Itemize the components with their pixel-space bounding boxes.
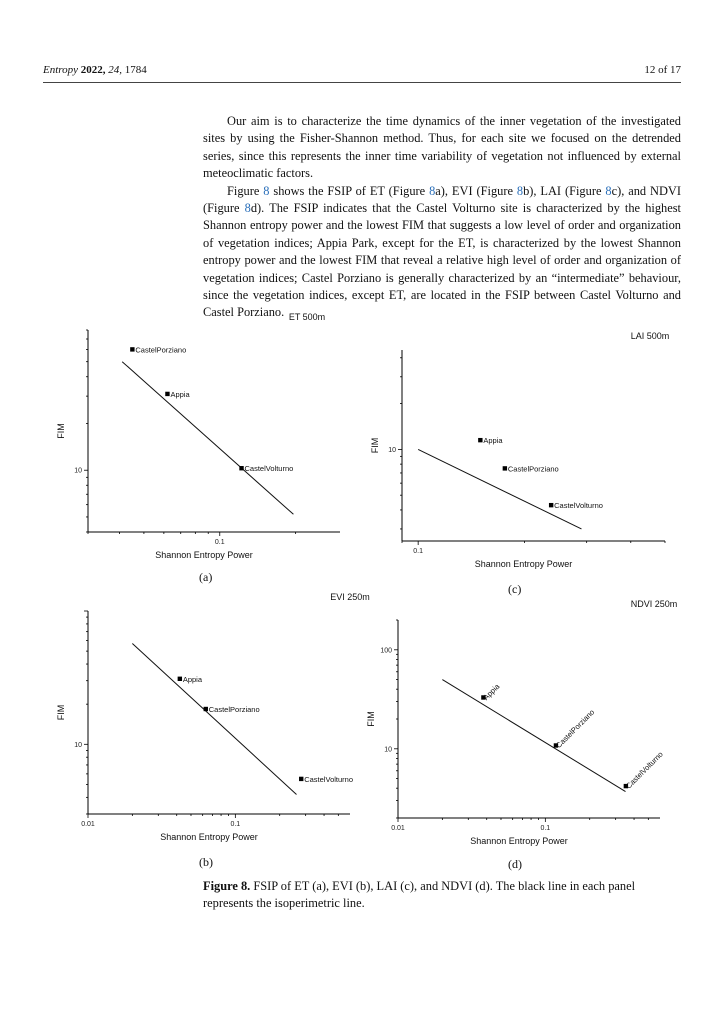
- fsip-chart-d: [360, 598, 695, 848]
- data-point-castelporziano: [130, 347, 134, 351]
- figure-caption: [203, 878, 681, 912]
- fsip-chart-a: [55, 312, 360, 560]
- y-axis-label: FIM: [370, 437, 380, 454]
- body-text: [203, 113, 681, 322]
- data-point-label: CastelVolturno: [623, 749, 665, 791]
- chart-title: NDVI 250m: [630, 599, 678, 609]
- isoperimetric-line: [122, 362, 293, 515]
- x-axis-label: Shannon Entropy Power: [160, 832, 258, 842]
- isoperimetric-line: [442, 680, 625, 792]
- data-point-castelvolturno: [239, 466, 243, 470]
- data-point-appia: [178, 677, 182, 681]
- y-axis-label: FIM: [56, 704, 66, 721]
- figure-reference-link[interactable]: 8: [263, 183, 270, 198]
- figure-reference-link[interactable]: 8: [429, 183, 436, 198]
- data-point-label: CastelPorziano: [135, 345, 187, 355]
- x-tick-label: 0.1: [214, 539, 225, 546]
- fsip-chart-c: [360, 330, 695, 575]
- data-point-label: CastelVolturno: [304, 774, 354, 784]
- data-point-label: Appia: [182, 674, 203, 684]
- header-rule: [43, 82, 681, 83]
- panel-label-c: (c): [508, 582, 522, 596]
- x-tick-label: 0.01: [81, 821, 95, 828]
- caption-text: FSIP of ET (a), EVI (b), LAI (c), and NDVI (d). The black line in each panel represents the isoperimetric line.: [203, 879, 636, 910]
- x-tick-label: 0.1: [413, 548, 424, 555]
- journal-volume: 24,: [108, 64, 123, 76]
- caption-label: Figure 8.: [203, 879, 251, 893]
- paragraph: Our aim is to characterize the time dynamics of the inner vegetation of the investigated sites by using the Fisher-Shannon method. Thus, for each site we focused on the detrended series, since this represents the inner time variability of vegetation not influenced by external meteoclimatic factors.: [203, 114, 681, 181]
- data-point-label: CastelVolturno: [554, 501, 603, 511]
- data-point-appia: [478, 438, 482, 442]
- y-tick-label: 10: [74, 741, 82, 749]
- article-number: 1784: [124, 64, 147, 76]
- data-point-castelvolturno: [549, 503, 553, 507]
- data-point-label: Appia: [483, 436, 503, 446]
- data-point-castelporziano: [503, 466, 507, 470]
- chart-title: LAI 500m: [630, 331, 670, 341]
- figure-reference-link[interactable]: 8: [516, 183, 524, 198]
- x-tick-label: 0.01: [391, 825, 405, 832]
- panel-label-d: (d): [508, 857, 522, 871]
- data-point-label: CastelPorziano: [208, 704, 260, 714]
- x-axis-label: Shannon Entropy Power: [474, 559, 573, 569]
- isoperimetric-line: [132, 644, 296, 795]
- journal-year: 2022,: [80, 64, 106, 76]
- chart-title: EVI 250m: [330, 592, 370, 602]
- paragraph: Figure 8 shows the FSIP of ET (Figure 8a), EVI (Figure 8b), LAI (Figure 8c), and NDVI (Figure 8d). The FSIP indicates that the Castel Volturno site is characterized by the highest Shannon entropy power and the lowest FIM that suggests a low level of order and organization of vegetation indices; Appia Park, except for the ET, is characterized by the lowest Shannon entropy power and the lowest FIM that reveal a relative high level of order and organization of vegetation indices; Castel Porziano is generally characterized by an “intermediate” behaviour, since the vegetation indices, except ET, are located in the FSIP between Castel Volturno and Castel Porziano.: [203, 183, 681, 320]
- page-number: 12 of 17: [644, 64, 681, 76]
- data-point-castelvolturno: [299, 777, 303, 781]
- y-axis-label: FIM: [366, 711, 376, 727]
- y-tick-label: 10: [388, 446, 396, 454]
- figure-reference-link[interactable]: 8: [244, 201, 251, 216]
- journal-name: Entropy: [43, 64, 79, 76]
- data-point-castelporziano: [204, 707, 208, 711]
- y-tick-label: 100: [380, 647, 392, 655]
- panel-label-a: (a): [199, 570, 213, 584]
- running-header-citation: [43, 64, 147, 76]
- panel-label-b: (b): [199, 855, 213, 869]
- y-tick-label: 10: [384, 746, 392, 754]
- y-tick-label: 10: [74, 467, 82, 475]
- isoperimetric-line: [418, 449, 581, 529]
- data-point-label: CastelPorziano: [507, 464, 559, 474]
- y-axis-label: FIM: [56, 423, 66, 439]
- x-tick-label: 0.1: [230, 821, 241, 828]
- chart-title: ET 500m: [288, 312, 326, 322]
- data-point-label: Appia: [481, 681, 502, 702]
- x-tick-label: 0.1: [540, 825, 551, 832]
- figure-reference-link[interactable]: 8: [605, 183, 612, 198]
- data-point-label: CastelVolturno: [244, 464, 294, 474]
- data-point-label: CastelPorziano: [553, 707, 597, 750]
- data-point-appia: [165, 392, 169, 396]
- data-point-label: Appia: [170, 389, 190, 399]
- x-axis-label: Shannon Entropy Power: [155, 550, 253, 560]
- x-axis-label: Shannon Entropy Power: [470, 836, 568, 846]
- fsip-chart-b: [55, 590, 370, 842]
